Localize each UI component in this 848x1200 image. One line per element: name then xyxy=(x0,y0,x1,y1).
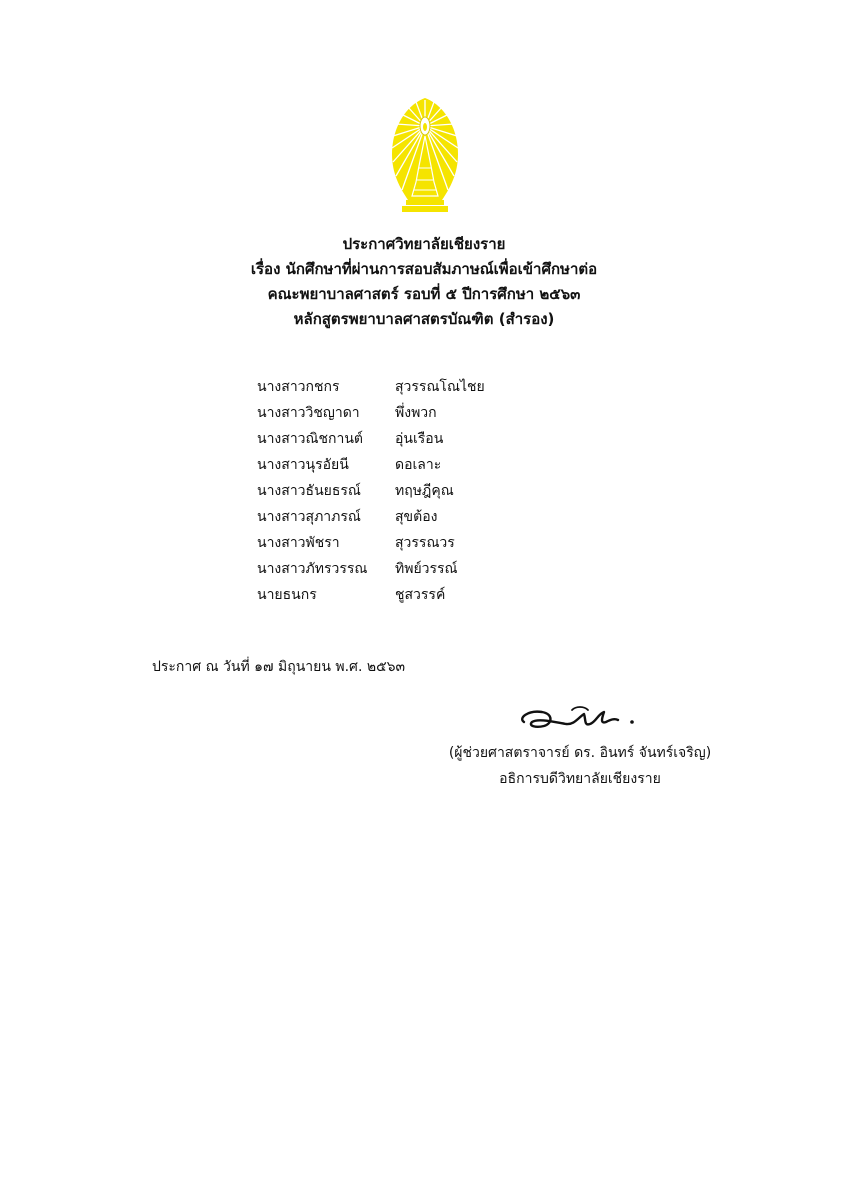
student-first-name: นางสาวกชกร xyxy=(257,379,340,395)
student-last-name: อุ่นเรือน xyxy=(395,431,444,447)
emblem-candle-flame xyxy=(420,117,430,135)
header-title: ประกาศวิทยาลัยเชียงราย xyxy=(342,235,506,253)
student-last-name: พึ่งพวก xyxy=(395,405,437,421)
student-first-name: นางสาวนุรอัยนี xyxy=(257,457,349,473)
student-last-name: ทิพย์วรรณ์ xyxy=(395,561,458,577)
student-last-name: ทฤษฎีคุณ xyxy=(395,483,454,499)
list-item xyxy=(257,452,637,478)
list-item xyxy=(257,582,637,608)
college-emblem-logo xyxy=(386,96,464,214)
list-item xyxy=(257,530,637,556)
header-program: หลักสูตรพยาบาลศาสตรบัณฑิต (สำรอง) xyxy=(293,310,555,328)
list-item xyxy=(257,478,637,504)
student-last-name: สุขต้อง xyxy=(395,509,438,525)
list-item xyxy=(257,556,637,582)
announcement-header xyxy=(0,232,848,332)
list-item xyxy=(257,504,637,530)
student-first-name: นางสาวณิชกานต์ xyxy=(257,431,364,447)
list-item xyxy=(257,374,637,400)
student-first-name: นางสาวสุภาภรณ์ xyxy=(257,509,361,525)
emblem-base xyxy=(402,200,448,212)
student-last-name: สุวรรณวร xyxy=(395,535,455,551)
student-last-name: ดอเลาะ xyxy=(395,457,442,473)
student-first-name: นางสาวธันยธรณ์ xyxy=(257,483,361,499)
list-item xyxy=(257,426,637,452)
signer-block xyxy=(420,740,740,792)
student-first-name: นายธนกร xyxy=(257,587,317,603)
handwritten-signature xyxy=(514,700,654,740)
announcement-date: ประกาศ ณ วันที่ ๑๗ มิถุนายน พ.ศ. ๒๕๖๓ xyxy=(152,659,406,675)
header-subject: เรื่อง นักศึกษาที่ผ่านการสอบสัมภาษณ์เพื่อเข้าศึกษาต่อ xyxy=(250,260,598,278)
student-first-name: นางสาววิชญาดา xyxy=(257,405,360,421)
header-faculty-round: คณะพยาบาลศาสตร์ รอบที่ ๕ ปีการศึกษา ๒๕๖๓ xyxy=(267,285,581,303)
list-item xyxy=(257,400,637,426)
signer-name: (ผู้ช่วยศาสตราจารย์ ดร. อินทร์ จันทร์เจริญ) xyxy=(448,745,712,761)
signer-position: อธิการบดีวิทยาลัยเชียงราย xyxy=(499,771,661,787)
student-last-name: สุวรรณโณไชย xyxy=(395,379,485,395)
student-first-name: นางสาวพัชรา xyxy=(257,535,340,551)
student-last-name: ชูสวรรค์ xyxy=(395,587,446,603)
student-first-name: นางสาวภัทรวรรณ xyxy=(257,561,368,577)
student-name-list xyxy=(257,374,637,608)
